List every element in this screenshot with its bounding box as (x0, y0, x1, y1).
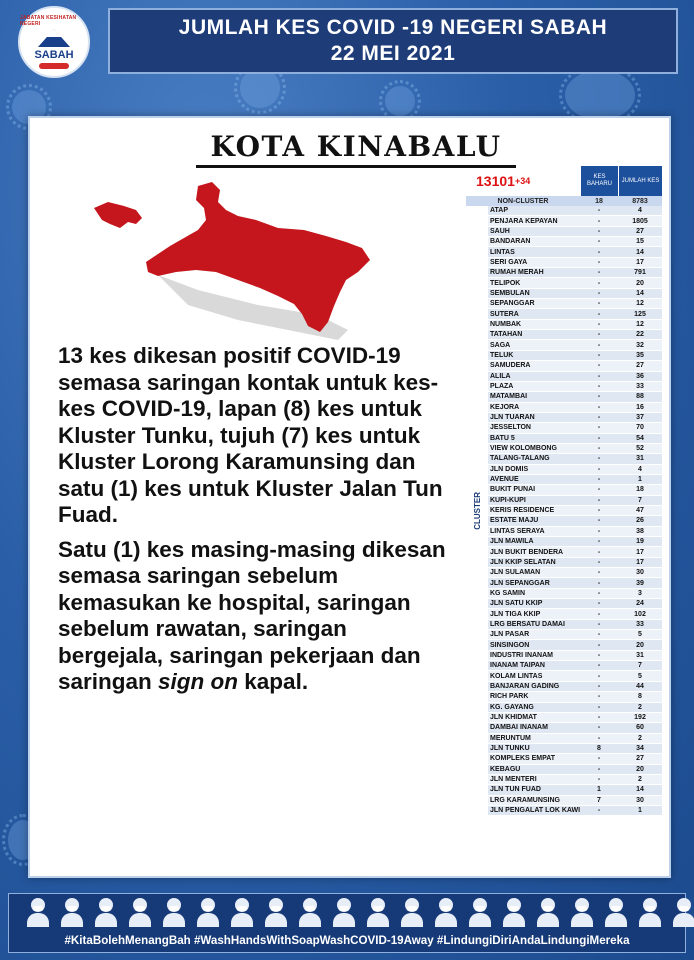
district-title: KOTA KINABALU (196, 130, 516, 168)
table-row (488, 703, 662, 713)
cluster-name: JLN MENTERI (490, 776, 537, 784)
cluster-new-cases: - (597, 403, 601, 411)
table-row (488, 485, 662, 495)
cluster-name: SUTERA (490, 310, 519, 318)
cluster-total-cases: 18 (636, 486, 644, 494)
mountain-icon (34, 29, 74, 47)
cluster-new-cases: - (597, 538, 601, 546)
non-cluster-total: 8783 (632, 197, 648, 205)
cluster-new-cases: - (597, 269, 601, 277)
table-row (488, 216, 662, 226)
main-panel (28, 116, 671, 878)
cluster-new-cases: - (597, 496, 601, 504)
cluster-name: INDUSTRI INANAM (490, 651, 553, 659)
description-paragraph-2 (58, 537, 458, 696)
frontliner-icon (503, 898, 525, 928)
cluster-new-cases: - (597, 631, 601, 639)
cluster-new-cases: - (597, 476, 601, 484)
cluster-name: DAMBAI INANAM (490, 724, 548, 732)
cluster-name: MATAMBAI (490, 393, 528, 401)
cluster-new-cases: - (597, 734, 601, 742)
table-row (488, 651, 662, 661)
cluster-name: LRG BERSATU DAMAI (490, 620, 565, 628)
case-description (58, 343, 458, 704)
jkns-sabah-logo (18, 6, 90, 78)
cluster-total-cases: 30 (636, 796, 644, 804)
table-row (488, 454, 662, 464)
description-italic: sign on (158, 669, 239, 694)
table-row (488, 206, 662, 216)
title-banner (108, 8, 678, 74)
table-row (488, 744, 662, 754)
cluster-total-cases: 31 (636, 651, 644, 659)
table-row (488, 599, 662, 609)
frontliner-icon (231, 898, 253, 928)
cluster-name: SAGA (490, 341, 511, 349)
cluster-total-cases: 27 (636, 227, 644, 235)
cluster-new-cases: - (597, 703, 601, 711)
cluster-name: TELIPOK (490, 279, 521, 287)
table-row (488, 268, 662, 278)
cluster-name: TELUK (490, 351, 514, 359)
cluster-new-cases: - (597, 279, 601, 287)
cluster-name: BANJARAN GADING (490, 682, 560, 690)
cluster-body (466, 206, 662, 816)
cluster-total-cases: 34 (636, 745, 644, 753)
table-row (488, 661, 662, 671)
cluster-total-cases: 8 (638, 693, 642, 701)
cluster-side-label (466, 206, 488, 816)
column-header-total: JUMLAH KES (618, 166, 662, 196)
frontliner-icon (95, 898, 117, 928)
column-header-new: KES BAHARU (580, 166, 618, 196)
cluster-total-cases: 32 (636, 341, 644, 349)
frontliner-icon (61, 898, 83, 928)
table-row (488, 423, 662, 433)
table-row (488, 382, 662, 392)
frontliners-row (27, 898, 694, 928)
cluster-total-cases: 7 (638, 662, 642, 670)
frontliner-icon (605, 898, 627, 928)
description-text: Satu (1) kes masing-masing dikesan semasa saringan sebelum kemasukan ke hospital, saringan sebelum rawatan, saringan bergejala, saringan pekerjaan dan saringan (58, 536, 446, 694)
frontliner-icon (367, 898, 389, 928)
cluster-total-cases: 35 (636, 351, 644, 359)
cluster-total-cases: 37 (636, 414, 644, 422)
table-row (488, 361, 662, 371)
cluster-name: KG. GAYANG (490, 703, 534, 711)
cluster-name: RICH PARK (490, 693, 529, 701)
cluster-total-cases: 2 (638, 734, 642, 742)
cluster-new-cases: - (597, 610, 601, 618)
cluster-name: SEPANGGAR (490, 300, 535, 308)
cluster-label: CLUSTER (472, 492, 482, 531)
table-row (488, 237, 662, 247)
cluster-new-cases: - (597, 362, 601, 370)
cluster-name: LINTAS SERAYA (490, 527, 545, 535)
cluster-name: TALANG-TALANG (490, 455, 550, 463)
cluster-new-cases: - (597, 455, 601, 463)
cluster-new-cases: - (597, 714, 601, 722)
total-value: 13101 (476, 173, 515, 189)
description-paragraph-1: 13 kes dikesan positif COVID-19 semasa saringan kontak untuk kes-kes COVID-19, lapan (8) kes untuk Kluster Tunku, tujuh (7) kes untuk Kluster Lorong Karamunsing dan satu (1) kes untuk Kluster Jalan Tun Fuad. (58, 343, 443, 527)
cluster-new-cases: - (597, 372, 601, 380)
cluster-name: LINTAS (490, 248, 515, 256)
cluster-name: MERUNTUM (490, 734, 531, 742)
cluster-name: BATU 5 (490, 434, 515, 442)
cluster-new-cases: - (597, 724, 601, 732)
cluster-new-cases: - (597, 351, 601, 359)
table-row (488, 589, 662, 599)
table-row (488, 278, 662, 288)
cluster-total-cases: 17 (636, 558, 644, 566)
cluster-total-cases: 791 (634, 269, 646, 277)
cluster-name: NUMBAK (490, 320, 522, 328)
cluster-name: JLN TUN FUAD (490, 786, 541, 794)
cluster-total-cases: 7 (638, 496, 642, 504)
non-cluster-row (466, 196, 662, 206)
frontliner-icon (639, 898, 661, 928)
cluster-total-cases: 12 (636, 320, 644, 328)
cluster-total-cases: 70 (636, 424, 644, 432)
cluster-new-cases: - (597, 765, 601, 773)
cluster-name: KOLAM LINTAS (490, 672, 543, 680)
cluster-total-cases: 38 (636, 527, 644, 535)
title-line-2: 22 MEI 2021 (330, 42, 456, 65)
cluster-total-cases: 102 (634, 610, 646, 618)
cluster-new-cases: - (597, 341, 601, 349)
cluster-name: JLN PASAR (490, 631, 530, 639)
cluster-total-cases: 2 (638, 703, 642, 711)
hashtags: #KitaBolehMenangBah #WashHandsWithSoapWashCOVID-19Away #LindungiDiriAndaLindungiMereka (64, 934, 630, 947)
cluster-new-cases: - (597, 383, 601, 391)
table-row (488, 434, 662, 444)
cluster-new-cases: - (597, 776, 601, 784)
cluster-new-cases: - (597, 227, 601, 235)
cluster-new-cases: - (597, 507, 601, 515)
cluster-new-cases: - (597, 465, 601, 473)
cluster-name: KERIS RESIDENCE (490, 507, 555, 515)
island-shape (94, 202, 142, 228)
table-row (488, 796, 662, 806)
cluster-name: SAMUDERA (490, 362, 531, 370)
cluster-new-cases: - (597, 672, 601, 680)
table-row (488, 403, 662, 413)
table-row (488, 734, 662, 744)
cluster-name: JLN SULAMAN (490, 569, 541, 577)
cluster-new-cases: - (597, 755, 601, 763)
cluster-name: SEMBULAN (490, 289, 530, 297)
cluster-name: KUPI-KUPI (490, 496, 526, 504)
cluster-name: JLN KKIP SELATAN (490, 558, 556, 566)
table-row (488, 444, 662, 454)
table-row (488, 309, 662, 319)
cluster-rows (488, 206, 662, 816)
table-row (488, 475, 662, 485)
cluster-total-cases: 33 (636, 620, 644, 628)
table-row (488, 713, 662, 723)
table-row (488, 609, 662, 619)
table-row (488, 392, 662, 402)
cluster-name: JLN TUARAN (490, 414, 535, 422)
cluster-new-cases: - (597, 217, 601, 225)
cluster-total-cases: 27 (636, 362, 644, 370)
cluster-total-cases: 20 (636, 279, 644, 287)
cluster-total-cases: 4 (638, 465, 642, 473)
cluster-name: SERI GAYA (490, 258, 528, 266)
table-row (488, 558, 662, 568)
cluster-total-cases: 31 (636, 455, 644, 463)
cluster-total-cases: 30 (636, 569, 644, 577)
cluster-name: LRG KARAMUNSING (490, 796, 560, 804)
total-increase: +34 (514, 176, 531, 186)
table-row (488, 620, 662, 630)
cluster-name: KEBAGU (490, 765, 521, 773)
cluster-name: KEJORA (490, 403, 520, 411)
frontliner-icon (435, 898, 457, 928)
cluster-name: AVENUE (490, 476, 519, 484)
cluster-name: KG SAMIN (490, 589, 525, 597)
cluster-name: TATAHAN (490, 331, 523, 339)
table-row (488, 372, 662, 382)
table-row (488, 320, 662, 330)
cluster-total-cases: 27 (636, 755, 644, 763)
cluster-new-cases: - (597, 238, 601, 246)
cluster-name: ESTATE MAJU (490, 517, 539, 525)
cluster-total-cases: 26 (636, 517, 644, 525)
cluster-new-cases: - (597, 651, 601, 659)
cluster-new-cases: - (597, 414, 601, 422)
cluster-total-cases: 14 (636, 289, 644, 297)
cluster-name: SAUH (490, 227, 510, 235)
logo-label: SABAH (34, 49, 74, 61)
cluster-name: JESSELTON (490, 424, 531, 432)
table-row (488, 289, 662, 299)
frontliner-icon (537, 898, 559, 928)
table-row (488, 775, 662, 785)
cluster-new-cases: - (597, 641, 601, 649)
frontliner-icon (299, 898, 321, 928)
cluster-total-cases: 17 (636, 258, 644, 266)
cluster-name: RUMAH MERAH (490, 269, 544, 277)
cluster-total-cases: 44 (636, 682, 644, 690)
cluster-new-cases: - (597, 393, 601, 401)
cluster-total-cases: 88 (636, 393, 644, 401)
cluster-new-cases: - (597, 258, 601, 266)
cluster-name: BANDARAN (490, 238, 531, 246)
cluster-total-cases: 24 (636, 600, 644, 608)
cluster-name: JLN SEPANGGAR (490, 579, 550, 587)
table-row (488, 671, 662, 681)
table-row (488, 547, 662, 557)
kota-kinabalu-map (88, 180, 378, 340)
table-row (488, 330, 662, 340)
table-row (488, 692, 662, 702)
cluster-new-cases: - (597, 331, 601, 339)
cluster-total-cases: 1 (638, 476, 642, 484)
table-header-row (466, 166, 662, 196)
swoosh-icon (39, 63, 69, 69)
cluster-new-cases: - (597, 682, 601, 690)
cluster-name: JLN TUNKU (490, 745, 530, 753)
cluster-name: INANAM TAIPAN (490, 662, 545, 670)
cluster-new-cases: - (597, 589, 601, 597)
cluster-new-cases: - (597, 424, 601, 432)
cluster-total-cases: 4 (638, 207, 642, 215)
cluster-name: JLN PENGALAT LOK KAWI (490, 807, 580, 815)
table-row (488, 806, 662, 816)
cluster-name: BUKIT PUNAI (490, 486, 536, 494)
cluster-name: JLN TIGA KKIP (490, 610, 541, 618)
cluster-new-cases: - (597, 548, 601, 556)
table-row (488, 258, 662, 268)
table-row (488, 247, 662, 257)
cluster-total-cases: 15 (636, 238, 644, 246)
cluster-new-cases: - (597, 807, 601, 815)
cluster-new-cases: - (597, 445, 601, 453)
cluster-total-cases: 192 (634, 714, 646, 722)
cluster-total-cases: 5 (638, 672, 642, 680)
cluster-total-cases: 60 (636, 724, 644, 732)
table-row (488, 682, 662, 692)
cluster-total-cases: 54 (636, 434, 644, 442)
cluster-total-cases: 47 (636, 507, 644, 515)
cluster-new-cases: 1 (597, 786, 601, 794)
cluster-new-cases: - (597, 517, 601, 525)
cluster-new-cases: 8 (597, 745, 601, 753)
table-row (488, 568, 662, 578)
cluster-new-cases: - (597, 310, 601, 318)
cluster-name: KOMPLEKS EMPAT (490, 755, 556, 763)
cluster-new-cases: - (597, 486, 601, 494)
cluster-new-cases: - (597, 558, 601, 566)
frontliner-icon (673, 898, 694, 928)
frontliner-icon (333, 898, 355, 928)
cluster-new-cases: - (597, 569, 601, 577)
table-row (488, 527, 662, 537)
total-cases (466, 166, 580, 196)
frontliner-icon (469, 898, 491, 928)
cluster-name: VIEW KOLOMBONG (490, 445, 557, 453)
cluster-new-cases: - (597, 579, 601, 587)
cluster-total-cases: 39 (636, 579, 644, 587)
cluster-name: ATAP (490, 207, 509, 215)
cluster-total-cases: 14 (636, 248, 644, 256)
table-row (488, 765, 662, 775)
non-cluster-new: 18 (595, 197, 603, 205)
cluster-total-cases: 3 (638, 589, 642, 597)
table-row (488, 754, 662, 764)
cluster-new-cases: 7 (597, 796, 601, 804)
table-row (488, 227, 662, 237)
cluster-total-cases: 16 (636, 403, 644, 411)
frontliner-icon (163, 898, 185, 928)
table-row (488, 578, 662, 588)
cluster-new-cases: - (597, 289, 601, 297)
virus-decoration (385, 86, 415, 116)
frontliner-icon (265, 898, 287, 928)
table-row (488, 351, 662, 361)
table-row (488, 537, 662, 547)
frontliner-icon (571, 898, 593, 928)
table-row (488, 299, 662, 309)
cluster-new-cases: - (597, 320, 601, 328)
cluster-name: JLN BUKIT BENDERA (490, 548, 564, 556)
cluster-new-cases: - (597, 300, 601, 308)
table-row (488, 640, 662, 650)
cluster-name: PENJARA KEPAYAN (490, 217, 558, 225)
cluster-total-cases: 12 (636, 300, 644, 308)
cluster-total-cases: 20 (636, 765, 644, 773)
cluster-new-cases: - (597, 434, 601, 442)
table-row (488, 496, 662, 506)
cluster-name: PLAZA (490, 383, 514, 391)
frontliner-icon (401, 898, 423, 928)
table-row (488, 785, 662, 795)
non-cluster-label: NON-CLUSTER (497, 197, 549, 205)
frontliner-icon (129, 898, 151, 928)
cluster-new-cases: - (597, 527, 601, 535)
table-row (488, 413, 662, 423)
cluster-total-cases: 52 (636, 445, 644, 453)
cluster-name: ALILA (490, 372, 511, 380)
table-row (488, 516, 662, 526)
cluster-new-cases: - (597, 693, 601, 701)
cluster-total-cases: 5 (638, 631, 642, 639)
cluster-total-cases: 1805 (632, 217, 648, 225)
cluster-total-cases: 22 (636, 331, 644, 339)
frontliner-icon (27, 898, 49, 928)
cluster-new-cases: - (597, 662, 601, 670)
cluster-total-cases: 17 (636, 548, 644, 556)
cluster-total-cases: 14 (636, 786, 644, 794)
cluster-total-cases: 1 (638, 807, 642, 815)
cluster-new-cases: - (597, 248, 601, 256)
cluster-total-cases: 19 (636, 538, 644, 546)
table-row (488, 506, 662, 516)
virus-decoration (240, 68, 280, 108)
cluster-name: JLN MAWILA (490, 538, 534, 546)
table-row (488, 465, 662, 475)
frontliner-icon (197, 898, 219, 928)
footer-banner (8, 893, 686, 953)
cluster-name: JLN DOMIS (490, 465, 529, 473)
cluster-new-cases: - (597, 620, 601, 628)
cluster-name: SINSINGON (490, 641, 530, 649)
cluster-total-cases: 33 (636, 383, 644, 391)
cluster-total-cases: 20 (636, 641, 644, 649)
cluster-total-cases: 36 (636, 372, 644, 380)
cluster-total-cases: 2 (638, 776, 642, 784)
cluster-new-cases: - (597, 207, 601, 215)
cluster-name: JLN KHIDMAT (490, 714, 537, 722)
cluster-total-cases: 125 (634, 310, 646, 318)
virus-decoration (565, 70, 635, 120)
title-line-1: JUMLAH KES COVID -19 NEGERI SABAH (178, 15, 608, 39)
table-row (488, 340, 662, 350)
logo-caption: JABATAN KESIHATAN NEGERI (20, 15, 77, 27)
table-row (488, 723, 662, 733)
cluster-table (466, 166, 662, 816)
description-text: kapal. (238, 669, 309, 694)
cluster-new-cases: - (597, 600, 601, 608)
table-row (488, 630, 662, 640)
cluster-name: JLN SATU KKIP (490, 600, 543, 608)
